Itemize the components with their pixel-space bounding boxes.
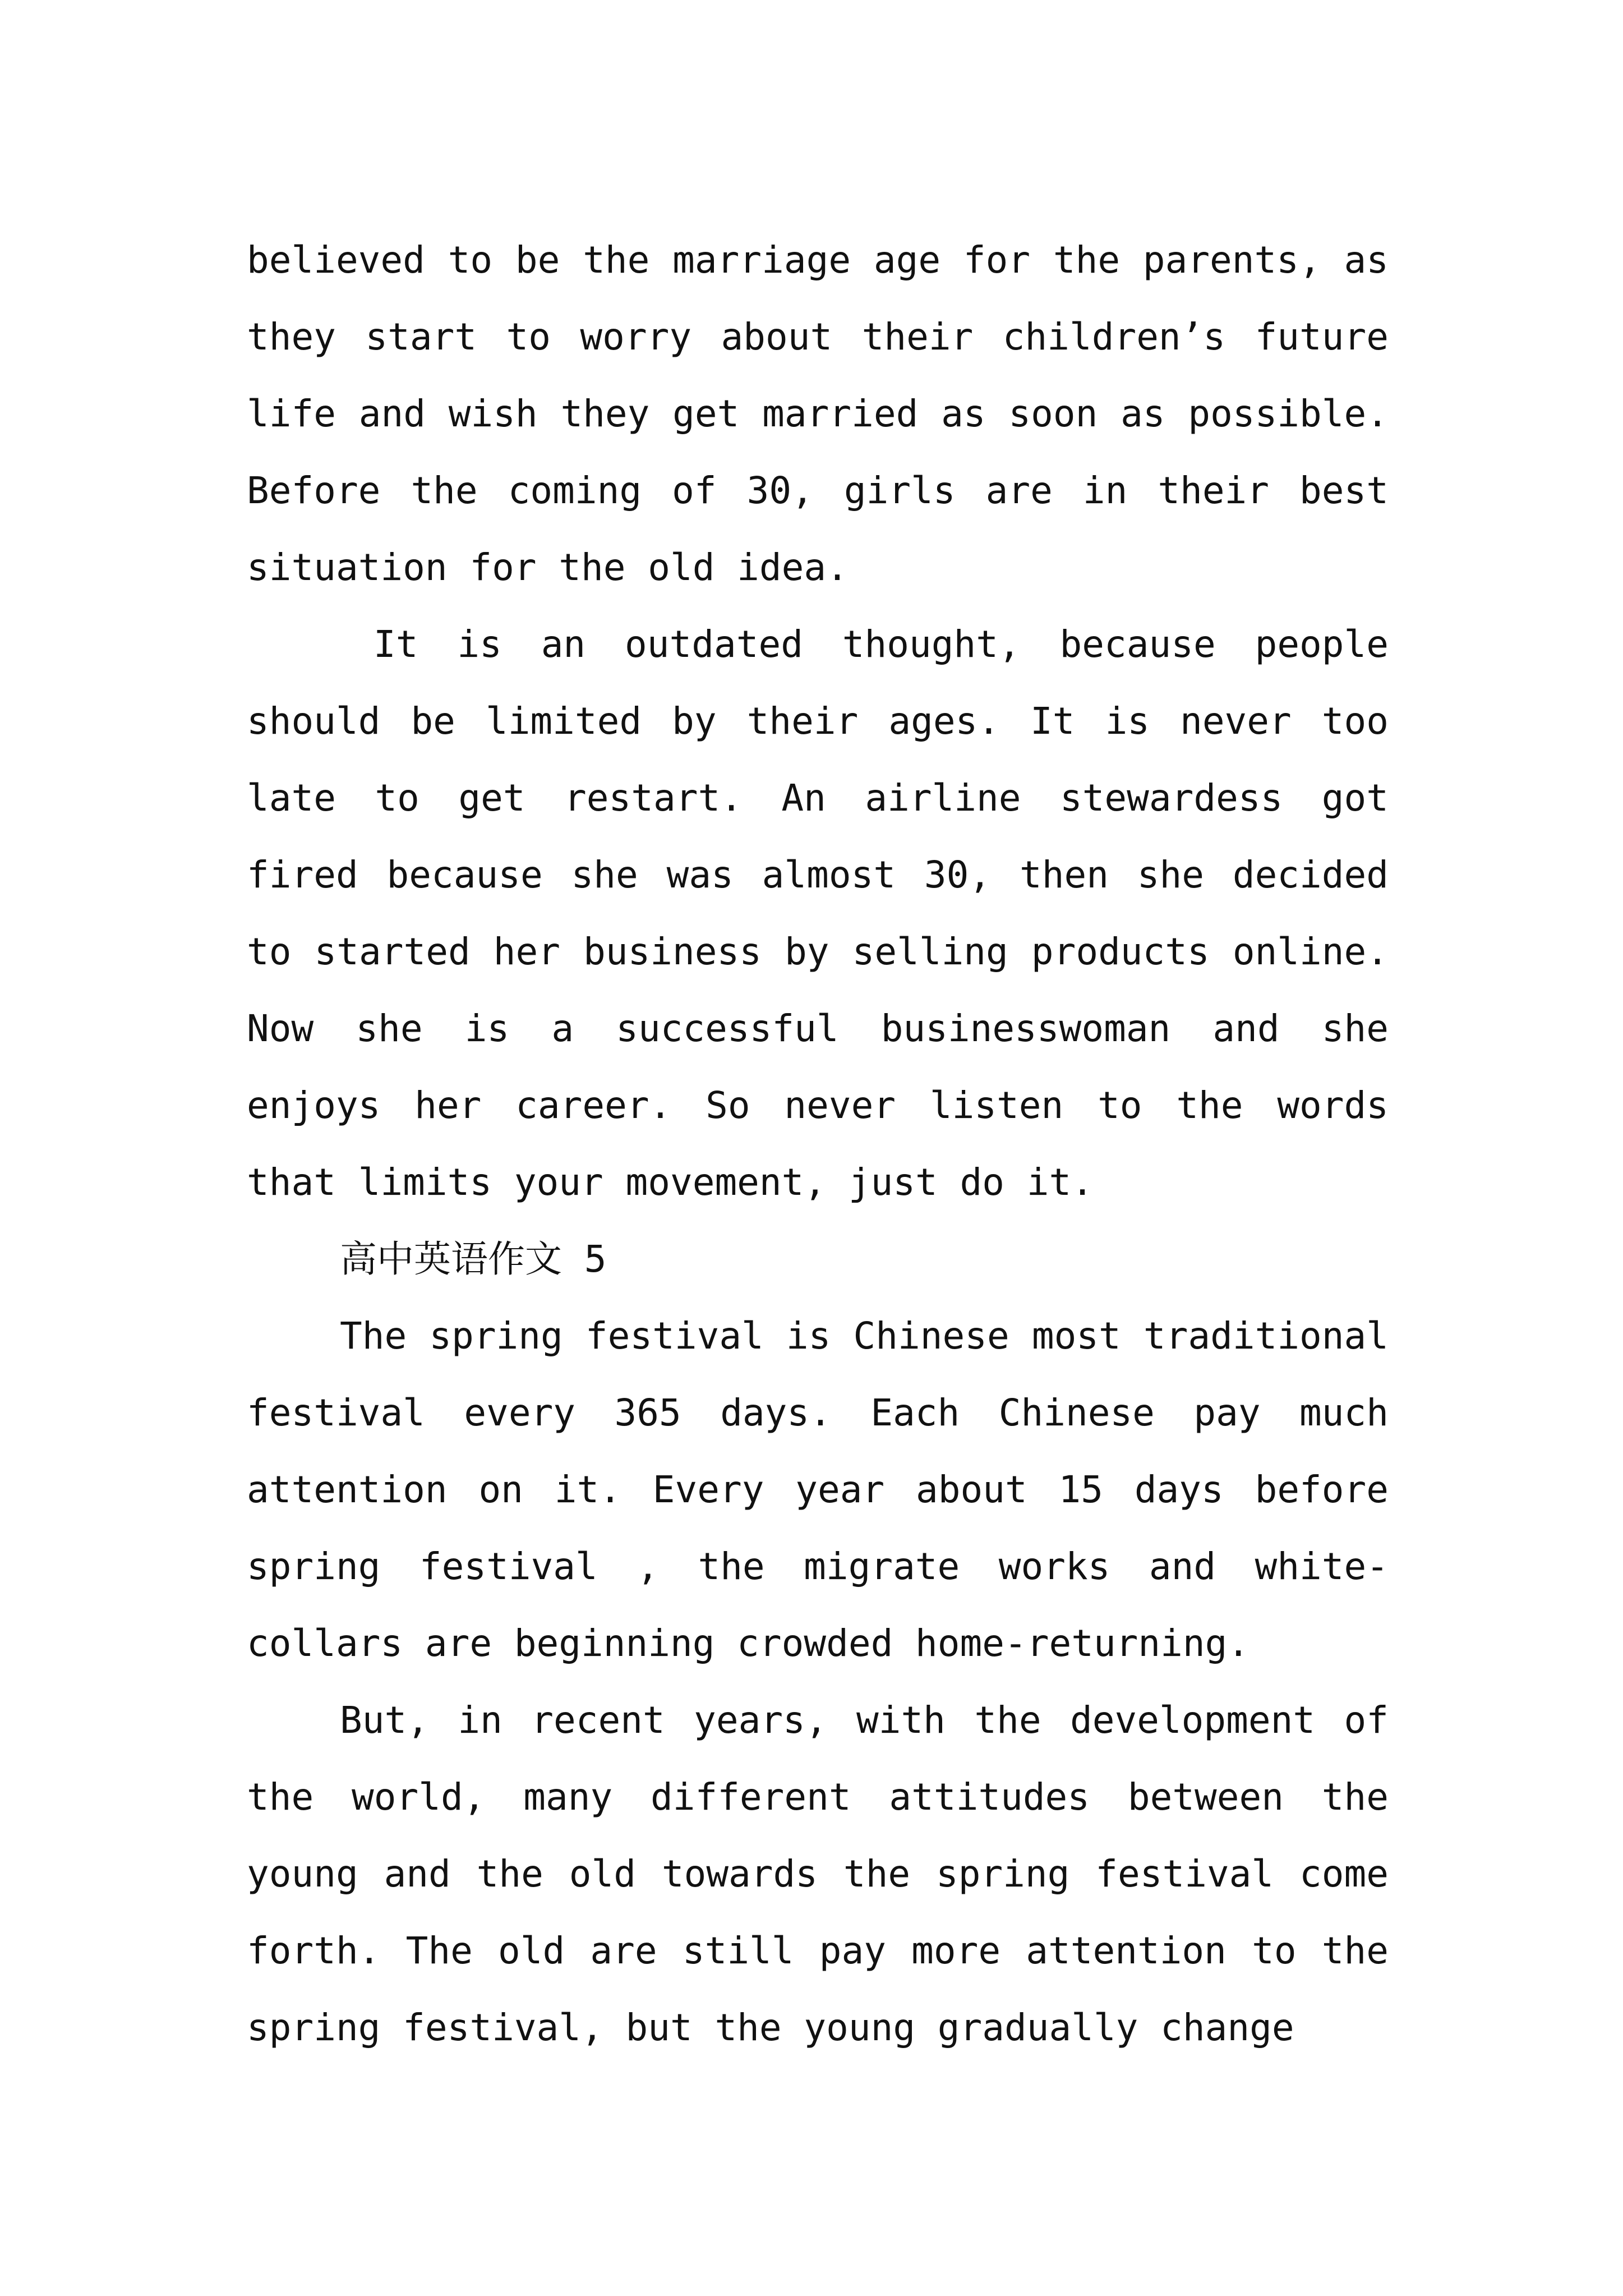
paragraph-recent-years: But, in recent years, with the development of the world, many different attitudes between the young and the old towards the spring festival come forth. The old are still pay more attention to the spring festival, but the young gradually change xyxy=(247,1699,1389,2049)
paragraph-continued: believed to be the marriage age for the parents, as they start to worry about their children’s future life and wish they get married as soon as possible. Before the coming of 30, girls are in their best situation for the old idea. xyxy=(247,238,1389,589)
paragraph-spring-festival: The spring festival is Chinese most traditional festival every 365 days. Each Chinese pay much attention on it. Every year about 15 days before spring festival , the migrate works and white-collars are beginning crowded home-returning. xyxy=(247,1314,1389,1665)
document-body xyxy=(247,222,1389,2066)
essay-heading: 高中英语作文 5 xyxy=(340,1237,607,1281)
paragraph-outdated-thought: It is an outdated thought, because people should be limited by their ages. It is never too late to get restart. An airline stewardess got fired because she was almost 30, then she decided to started her business by selling products online. Now she is a successful businesswoman and she enjoys her career. So never listen to the words that limits your movement, just do it. xyxy=(247,623,1389,1204)
